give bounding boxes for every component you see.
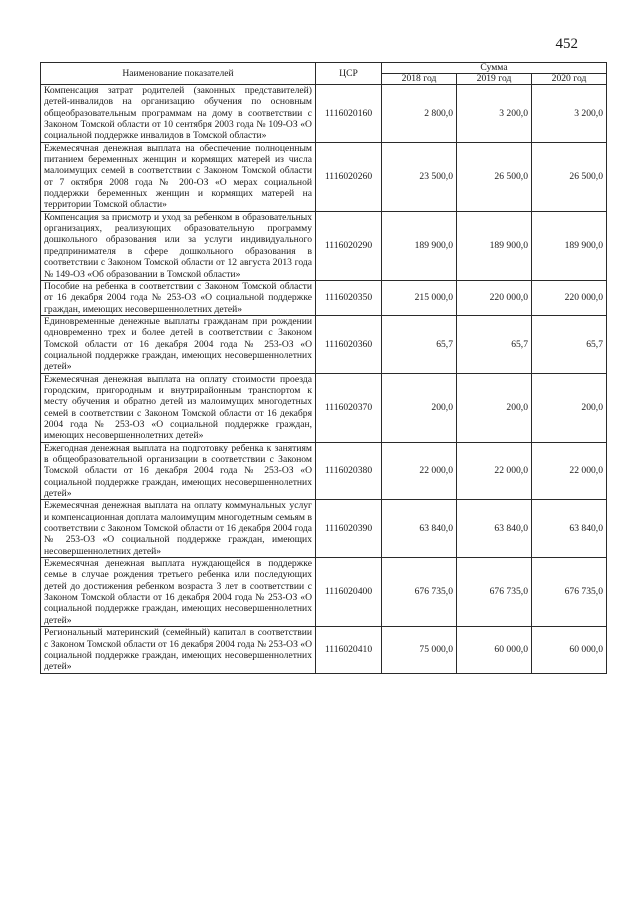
amount-2020-cell: 200,0 [532,373,607,442]
amount-2018-cell: 215 000,0 [382,280,457,315]
amount-2020-cell: 189 900,0 [532,211,607,280]
amount-2020-cell: 63 840,0 [532,500,607,558]
page-number: 452 [555,36,578,52]
indicator-name-cell: Ежемесячная денежная выплата нуждающейся в поддержке семье в случае рождения третьего ребенка или последующих детей до достижения ребенком возраста 3 лет в соответствии с Законом Томской области от 16 декабря 2004 года № 253-ОЗ «О социальной поддержке граждан, имеющих несовершеннолетних детей» [41,558,316,627]
amount-2018-cell: 22 000,0 [382,442,457,500]
csr-code-cell: 1116020260 [316,142,382,211]
amount-2018-cell: 676 735,0 [382,558,457,627]
amount-2018-cell: 75 000,0 [382,627,457,673]
indicator-name-cell: Единовременные денежные выплаты гражданам при рождении одновременно трех и более детей в соответствии с Законом Томской области от 16 декабря 2004 года № 253-ОЗ «О социальной поддержке граждан, имеющих несовершеннолетних детей» [41,315,316,373]
table-row [41,500,607,558]
amount-2019-cell: 220 000,0 [457,280,532,315]
header-year-2020: 2020 год [532,74,607,85]
budget-table [40,62,607,674]
amount-2020-cell: 60 000,0 [532,627,607,673]
amount-2020-cell: 3 200,0 [532,85,607,143]
amount-2018-cell: 65,7 [382,315,457,373]
indicator-name-cell: Компенсация затрат родителей (законных представителей) детей-инвалидов на организацию обучения по основным общеобразовательным программам на дому в соответствии с Законом Томской области от 10 сентября 2003 года № 109-ОЗ «О социальной поддержке инвалидов в Томской области» [41,85,316,143]
table-row [41,558,607,627]
amount-2019-cell: 65,7 [457,315,532,373]
csr-code-cell: 1116020400 [316,558,382,627]
header-csr: ЦСР [316,63,382,85]
amount-2018-cell: 189 900,0 [382,211,457,280]
csr-code-cell: 1116020390 [316,500,382,558]
amount-2020-cell: 220 000,0 [532,280,607,315]
indicator-name-cell: Региональный материнский (семейный) капитал в соответствии с Законом Томской области от 16 декабря 2004 года № 253-ОЗ «О социальной поддержке граждан, имеющих несовершеннолетних детей» [41,627,316,673]
table-row [41,142,607,211]
table-row [41,373,607,442]
indicator-name-cell: Компенсация за присмотр и уход за ребенком в образовательных организациях, реализующих образовательную программу дошкольного образования или за услуги индивидуального предпринимателя в сфере дошкольного образования в соответствии с Законом Томской области от 12 августа 2013 года № 149-ОЗ «Об образовании в Томской области» [41,211,316,280]
table-row [41,85,607,143]
indicator-name-cell: Ежегодная денежная выплата на подготовку ребенка к занятиям в общеобразовательной организации в соответствии с Законом Томской области от 16 декабря 2004 года № 253-ОЗ «О социальной поддержке граждан, имеющих несовершеннолетних детей» [41,442,316,500]
header-year-2019: 2019 год [457,74,532,85]
amount-2019-cell: 200,0 [457,373,532,442]
amount-2019-cell: 3 200,0 [457,85,532,143]
csr-code-cell: 1116020410 [316,627,382,673]
header-name: Наименование показателей [41,63,316,85]
table-row [41,211,607,280]
amount-2018-cell: 63 840,0 [382,500,457,558]
indicator-name-cell: Ежемесячная денежная выплата на оплату коммунальных услуг и компенсационная доплата малоимущим многодетным семьям в соответствии с Законом Томской области от 16 декабря 2004 года № 253-ОЗ «О социальной поддержке граждан, имеющих несовершеннолетних детей» [41,500,316,558]
amount-2020-cell: 22 000,0 [532,442,607,500]
csr-code-cell: 1116020290 [316,211,382,280]
amount-2019-cell: 676 735,0 [457,558,532,627]
csr-code-cell: 1116020360 [316,315,382,373]
table-row [41,627,607,673]
csr-code-cell: 1116020160 [316,85,382,143]
amount-2019-cell: 63 840,0 [457,500,532,558]
amount-2018-cell: 23 500,0 [382,142,457,211]
table-row [41,280,607,315]
amount-2020-cell: 65,7 [532,315,607,373]
amount-2018-cell: 2 800,0 [382,85,457,143]
amount-2019-cell: 22 000,0 [457,442,532,500]
csr-code-cell: 1116020380 [316,442,382,500]
table-row [41,315,607,373]
amount-2020-cell: 676 735,0 [532,558,607,627]
csr-code-cell: 1116020350 [316,280,382,315]
amount-2019-cell: 189 900,0 [457,211,532,280]
indicator-name-cell: Ежемесячная денежная выплата на оплату стоимости проезда городским, пригородным и внутрирайонным транспортом к месту обучения и обратно детей из малоимущих многодетных семей в соответствии с Законом Томской области от 16 декабря 2004 года № 253-ОЗ «О социальной поддержке граждан, имеющих несовершеннолетних детей» [41,373,316,442]
csr-code-cell: 1116020370 [316,373,382,442]
table-body [41,85,607,674]
amount-2018-cell: 200,0 [382,373,457,442]
header-sum: Сумма [382,63,607,74]
indicator-name-cell: Ежемесячная денежная выплата на обеспечение полноценным питанием беременных женщин и кормящих матерей из числа малоимущих семей в соответствии с Законом Томской области от 7 октября 2008 года № 200-ОЗ «О мерах социальной поддержки беременных женщин и кормящих матерей на территории Томской области» [41,142,316,211]
amount-2019-cell: 60 000,0 [457,627,532,673]
header-year-2018: 2018 год [382,74,457,85]
table-row [41,442,607,500]
amount-2019-cell: 26 500,0 [457,142,532,211]
indicator-name-cell: Пособие на ребенка в соответствии с Законом Томской области от 16 декабря 2004 года № 253-ОЗ «О социальной поддержке граждан, имеющих несовершеннолетних детей» [41,280,316,315]
amount-2020-cell: 26 500,0 [532,142,607,211]
